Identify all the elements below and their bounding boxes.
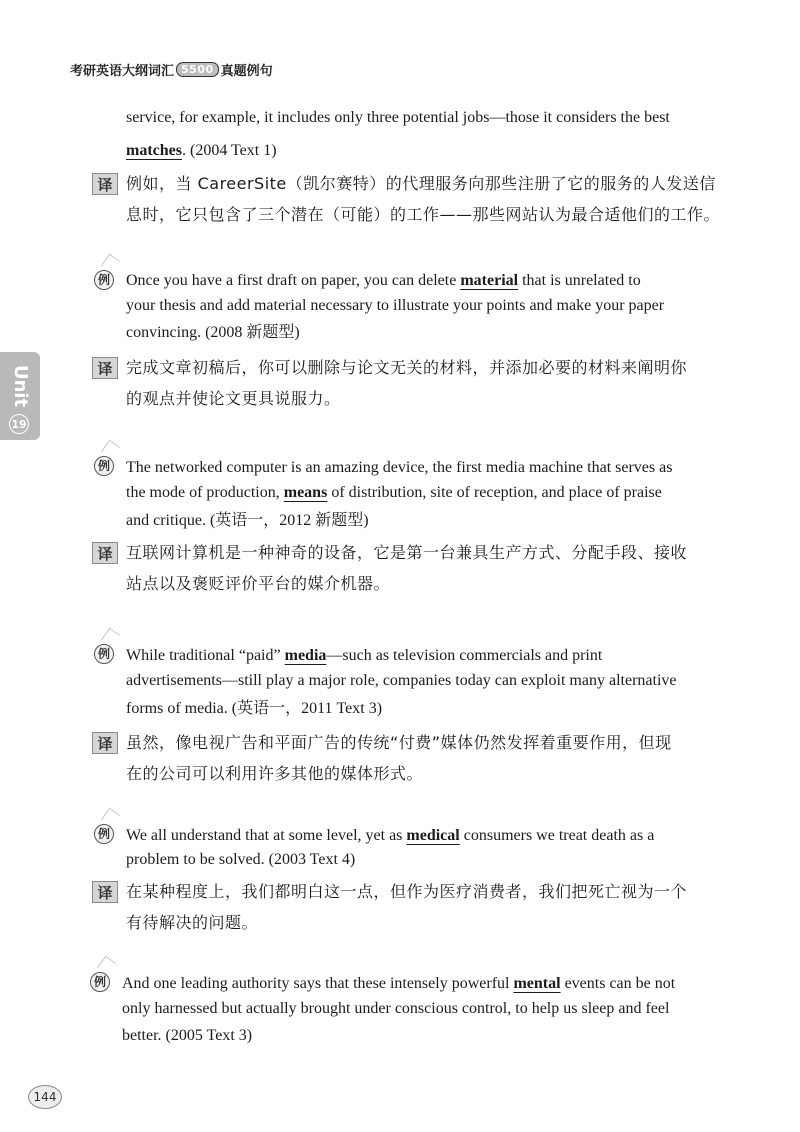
keyword: medical xyxy=(406,827,460,844)
example-1-line-2: convincing. (2008 新题型) xyxy=(126,324,300,341)
unit-label: Unit xyxy=(10,364,31,408)
translation-4-line-1: 有待解决的问题。 xyxy=(126,913,259,932)
page-number: 144 xyxy=(28,1085,62,1109)
example-marker: 例 xyxy=(90,266,118,292)
translation-1-line-1: 的观点并使论文更具说服力。 xyxy=(126,389,341,408)
example-2-line-1: the mode of production, means of distribution, site of reception, and place of praise xyxy=(126,484,662,501)
header-badge: 5500 xyxy=(176,62,219,77)
translation-2-line-1: 站点以及褒贬评价平台的媒介机器。 xyxy=(126,574,391,593)
example-marker: 例 xyxy=(86,968,114,994)
keyword: means xyxy=(283,484,328,501)
translation-marker: 译 xyxy=(92,732,118,754)
example-5-line-0: And one leading authority says that these intensely powerful mental events can be not xyxy=(122,975,676,992)
example-2-line-2: and critique. (英语一，2012 新题型) xyxy=(126,512,369,529)
translation-1-line-0: 完成文章初稿后，你可以删除与论文无关的材料，并添加必要的材料来阐明你 xyxy=(126,358,688,377)
keyword: matches xyxy=(126,142,182,159)
keyword: mental xyxy=(513,975,561,992)
example-5-line-2: better. (2005 Text 3) xyxy=(122,1027,253,1044)
example-3-line-0: While traditional “paid” media—such as television commercials and print xyxy=(126,647,603,664)
example-1-line-1: your thesis and add material necessary to illustrate your points and make your paper xyxy=(126,297,665,314)
example-5-line-1: only harnessed but actually brought under conscious control, to help us sleep and feel xyxy=(122,1000,670,1017)
example-4-line-1: problem to be solved. (2003 Text 4) xyxy=(126,851,356,868)
translation-4-line-0: 在某种程度上，我们都明白这一点，但作为医疗消费者，我们把死亡视为一个 xyxy=(126,882,688,901)
header-title-after: 真题例句 xyxy=(220,64,273,79)
unit-tab xyxy=(0,352,40,440)
translation-0-line-0: 例如，当 CareerSite（凯尔赛特）的代理服务向那些注册了它的服务的人发送信 xyxy=(126,174,716,193)
page-header xyxy=(70,60,273,79)
translation-3-line-1: 在的公司可以利用许多其他的媒体形式。 xyxy=(126,764,424,783)
example-3-line-2: forms of media. (英语一，2011 Text 3) xyxy=(126,700,383,717)
example-marker: 例 xyxy=(90,452,118,478)
example-3-line-1: advertisements—still play a major role, companies today can exploit many alternative xyxy=(126,672,677,689)
translation-2-line-0: 互联网计算机是一种神奇的设备，它是第一台兼具生产方式、分配手段、接收 xyxy=(126,543,688,562)
translation-0-line-1: 息时，它只包含了三个潜在（可能）的工作——那些网站认为最合适他们的工作。 xyxy=(126,205,721,224)
keyword: media xyxy=(284,647,327,664)
example-0-line-1: matches. (2004 Text 1) xyxy=(126,142,277,159)
translation-marker: 译 xyxy=(92,357,118,379)
example-marker: 例 xyxy=(90,820,118,846)
example-4-line-0: We all understand that at some level, yet as medical consumers we treat death as a xyxy=(126,827,655,844)
example-0-line-0: service, for example, it includes only three potential jobs—those it considers the best xyxy=(126,109,670,126)
example-1-line-0: Once you have a first draft on paper, you can delete material that is unrelated to xyxy=(126,272,641,289)
header-title-before: 考研英语大纲词汇 xyxy=(70,64,175,79)
keyword: material xyxy=(460,272,519,289)
example-marker: 例 xyxy=(90,640,118,666)
example-2-line-0: The networked computer is an amazing device, the first media machine that serves as xyxy=(126,459,673,476)
translation-marker: 译 xyxy=(92,881,118,903)
unit-number: 19 xyxy=(9,414,29,434)
translation-marker: 译 xyxy=(92,542,118,564)
translation-3-line-0: 虽然，像电视广告和平面广告的传统“付费”媒体仍然发挥着重要作用，但现 xyxy=(126,733,672,752)
translation-marker: 译 xyxy=(92,173,118,195)
